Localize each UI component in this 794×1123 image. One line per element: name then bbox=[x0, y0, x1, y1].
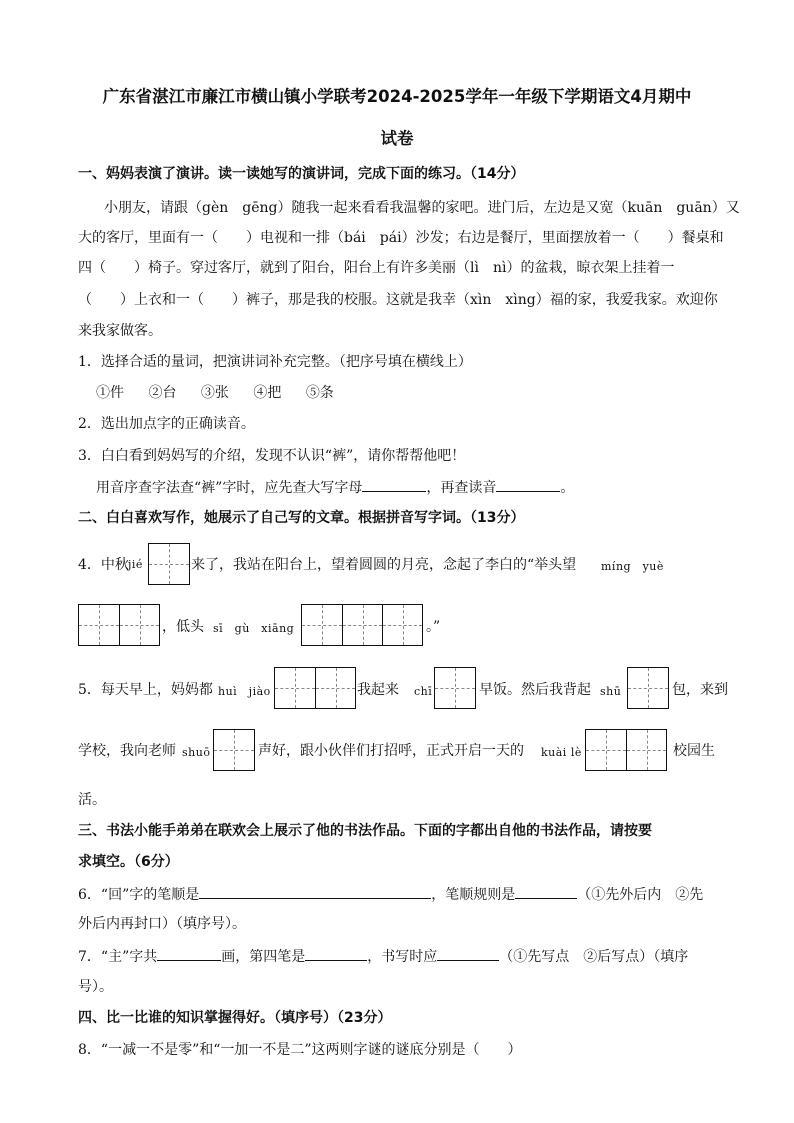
q4-text-d: 。” bbox=[426, 619, 441, 635]
passage-line-1: 小朋友，请跟（gèn gēng）随我一起来看看我温馨的家吧。进门后，左边是又宽（kuān guān）又 bbox=[104, 200, 740, 216]
q5-text-f: 声好，跟小伙伴们打招呼，正式开启一天的 bbox=[258, 743, 524, 759]
q5-text-a: 5．每天早上，妈妈都 bbox=[78, 682, 213, 698]
q5-pinyin-huijiao: huì jiào bbox=[218, 685, 271, 698]
option-2: ②台 bbox=[148, 385, 177, 401]
answer-blank-stroke-rule[interactable] bbox=[515, 884, 577, 899]
q5-pinyin-chi: chī bbox=[414, 685, 433, 698]
q5-text-h: 活。 bbox=[78, 792, 106, 808]
q5-text-e: 学校，我向老师 bbox=[78, 743, 176, 759]
question-3: 3．白白看到妈妈写的介绍，发现不认识“裤”，请你帮帮他吧！ bbox=[78, 448, 466, 464]
option-5: ⑤条 bbox=[305, 385, 334, 401]
q5-writing-box-shu[interactable] bbox=[627, 667, 669, 709]
q4-writing-box-jie[interactable] bbox=[148, 543, 190, 585]
option-1: ①件 bbox=[96, 385, 124, 401]
section-1-heading: 一、妈妈表演了演讲。读一读她写的演讲词，完成下面的练习。（14分） bbox=[78, 166, 525, 182]
exam-title-line1: 广东省湛江市廉江市横山镇小学联考2024-2025学年一年级下学期语文4月期中 bbox=[102, 87, 692, 106]
question-3-sub: 用音序查字法查“裤”字时，应先查大写字母 ，再查读音 。 bbox=[96, 477, 574, 498]
section-3-heading-2: 求填空。（6分） bbox=[78, 854, 179, 870]
question-7-cont: 号）。 bbox=[78, 979, 113, 995]
question-6: 6．“回”字的笔顺是 ，笔顺规则是 （①先外后内 ②先 bbox=[78, 884, 703, 905]
q4-pinyin-mingyue: míng yuè bbox=[601, 560, 664, 573]
q5-writing-box-shuo[interactable] bbox=[213, 729, 255, 771]
exam-title-line2: 试卷 bbox=[380, 129, 414, 148]
q4-text-a: 4．中秋 bbox=[78, 557, 129, 573]
q5-text-b: 我起来 bbox=[357, 682, 399, 698]
q4-text-c: ，低头 bbox=[162, 619, 204, 635]
q5-pinyin-shu: shū bbox=[600, 685, 622, 698]
answer-blank-stroke-order[interactable] bbox=[199, 884, 431, 899]
answer-blank-writing-order[interactable] bbox=[437, 946, 499, 961]
question-7: 7．“主”字共 画，第四笔是 ，书写时应 （①先写点 ②后写点）（填序 bbox=[78, 946, 688, 967]
measure-word-options bbox=[96, 383, 354, 403]
passage-line-4: （ ）上衣和一（ ）裤子，那是我的校服。这就是我幸（xìn xìng）福的家，我爱我家。欢迎你 bbox=[78, 292, 718, 308]
question-1: 1．选择合适的量词，把演讲词补充完整。（把序号填在横线上） bbox=[78, 354, 472, 370]
q5-writing-box-kuaile[interactable] bbox=[585, 729, 667, 771]
q5-writing-box-huijiao[interactable] bbox=[274, 667, 356, 709]
q5-text-g: 校园生 bbox=[673, 743, 715, 759]
q5-writing-box-chi[interactable] bbox=[434, 667, 476, 709]
option-3: ③张 bbox=[200, 385, 229, 401]
section-2-heading: 二、白白喜欢写作，她展示了自己写的文章。根据拼音写字词。（13分） bbox=[78, 510, 525, 526]
q5-text-c: 早饭。然后我背起 bbox=[479, 682, 591, 698]
question-8: 8．“一减一不是零”和“一加一不是二”这两则字谜的谜底分别是（ ） bbox=[78, 1042, 522, 1058]
section-4-heading: 四、比一比谁的知识掌握得好。（填序号）（23分） bbox=[78, 1010, 392, 1026]
q5-pinyin-kuaile: kuài lè bbox=[541, 746, 582, 759]
answer-blank-stroke-count[interactable] bbox=[157, 946, 221, 961]
q4-text-b: 来了，我站在阳台上，望着圆圆的月亮，念起了李白的“举头望 bbox=[191, 557, 577, 573]
q4-writing-box-mingyue[interactable] bbox=[78, 604, 160, 646]
q4-writing-box-siguxiang[interactable] bbox=[301, 604, 423, 646]
passage-line-5: 来我家做客。 bbox=[78, 323, 162, 339]
passage-line-3: 四（ ）椅子。穿过客厅，就到了阳台，阳台上有许多美丽（lì nì）的盆栽，晾衣架上挂着一 bbox=[78, 260, 675, 276]
answer-blank-reading[interactable] bbox=[496, 477, 560, 492]
question-2: 2．选出加点字的正确读音。 bbox=[78, 416, 255, 432]
section-3-heading-1: 三、书法小能手弟弟在联欢会上展示了他的书法作品。下面的字都出自他的书法作品，请按要 bbox=[78, 823, 652, 839]
option-4: ④把 bbox=[253, 385, 282, 401]
q4-pinyin-jie: jié bbox=[128, 558, 143, 571]
answer-blank-fourth-stroke[interactable] bbox=[305, 946, 367, 961]
q4-pinyin-siguxiang: sī gù xiāng bbox=[213, 622, 295, 635]
question-6-cont: 外后内再封口）（填序号）。 bbox=[78, 916, 246, 932]
q5-text-d: 包，来到 bbox=[672, 682, 728, 698]
passage-line-2: 大的客厅，里面有一（ ）电视和一排（bái pái）沙发；右边是餐厅，里面摆放着一（ ）餐桌和 bbox=[78, 230, 724, 246]
q5-pinyin-shuo: shuō bbox=[182, 746, 211, 759]
answer-blank-letter[interactable] bbox=[362, 477, 426, 492]
